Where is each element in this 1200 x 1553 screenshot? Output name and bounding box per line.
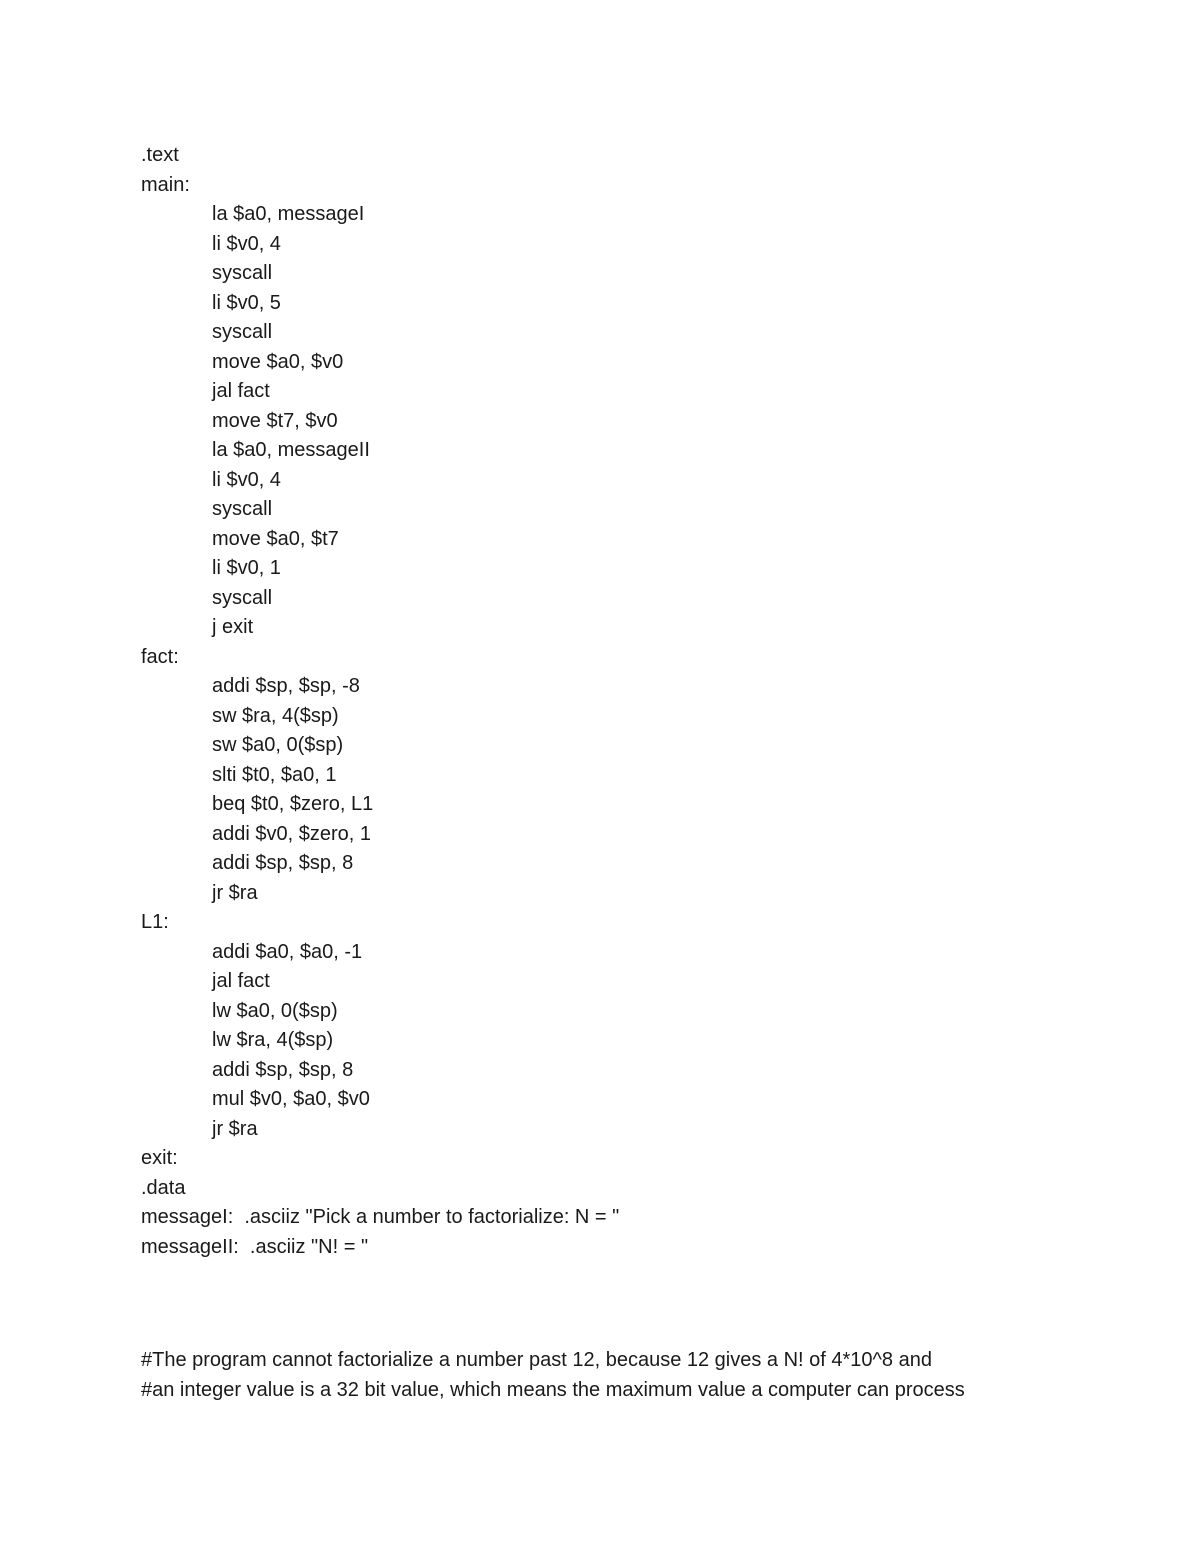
code-label-line: .text xyxy=(141,144,179,166)
code-instruction-line: la $a0, messageI xyxy=(212,203,365,225)
code-instruction-line: la $a0, messageII xyxy=(212,439,370,461)
code-instruction-line: syscall xyxy=(212,262,273,284)
code-instruction-line: syscall xyxy=(212,498,273,520)
code-instruction-line: addi $v0, $zero, 1 xyxy=(212,822,371,845)
code-instruction-line: li $v0, 4 xyxy=(212,232,281,255)
code-instruction-line: jal fact xyxy=(212,380,270,402)
code-label-line: L1: xyxy=(141,911,169,933)
code-instruction-line: slti $t0, $a0, 1 xyxy=(212,763,337,786)
code-listing xyxy=(141,141,1141,1262)
code-instruction-line: addi $sp, $sp, 8 xyxy=(212,1058,354,1081)
code-instruction-line: li $v0, 5 xyxy=(212,291,281,314)
code-instruction-line: addi $sp, $sp, -8 xyxy=(212,675,360,697)
code-instruction-line: sw $ra, 4($sp) xyxy=(212,704,339,727)
code-instruction-line: jal fact xyxy=(212,970,270,992)
code-label-line: exit: xyxy=(141,1147,178,1169)
code-instruction-line: syscall xyxy=(212,586,273,609)
code-label-line: main: xyxy=(141,173,190,196)
code-instruction-line: lw $ra, 4($sp) xyxy=(212,1029,334,1051)
comment-line: #The program cannot factorialize a number past 12, because 12 gives a N! of 4*10^8 and xyxy=(141,1349,932,1371)
code-instruction-line: lw $a0, 0($sp) xyxy=(212,999,338,1022)
code-instruction-line: addi $sp, $sp, 8 xyxy=(212,852,354,874)
code-instruction-line: li $v0, 1 xyxy=(212,557,281,579)
code-instruction-line: mul $v0, $a0, $v0 xyxy=(212,1088,370,1110)
comment-block xyxy=(141,1346,1181,1405)
comment-line: #an integer value is a 32 bit value, which means the maximum value a computer can process xyxy=(141,1378,965,1401)
code-instruction-line: beq $t0, $zero, L1 xyxy=(212,793,374,815)
code-instruction-line: jr $ra xyxy=(212,1117,258,1140)
code-instruction-line: move $a0, $t7 xyxy=(212,527,339,550)
code-instruction-line: move $a0, $v0 xyxy=(212,350,344,373)
code-instruction-line: j exit xyxy=(212,616,254,638)
code-label-line: messageI: .asciiz "Pick a number to factorialize: N = " xyxy=(141,1206,620,1228)
code-instruction-line: sw $a0, 0($sp) xyxy=(212,734,344,756)
code-instruction-line: move $t7, $v0 xyxy=(212,409,338,432)
code-label-line: fact: xyxy=(141,645,179,668)
code-instruction-line: addi $a0, $a0, -1 xyxy=(212,940,363,963)
code-instruction-line: jr $ra xyxy=(212,881,258,904)
code-label-line: messageII: .asciiz "N! = " xyxy=(141,1235,369,1258)
code-label-line: .data xyxy=(141,1176,186,1199)
code-instruction-line: li $v0, 4 xyxy=(212,468,281,491)
code-instruction-line: syscall xyxy=(212,321,273,343)
